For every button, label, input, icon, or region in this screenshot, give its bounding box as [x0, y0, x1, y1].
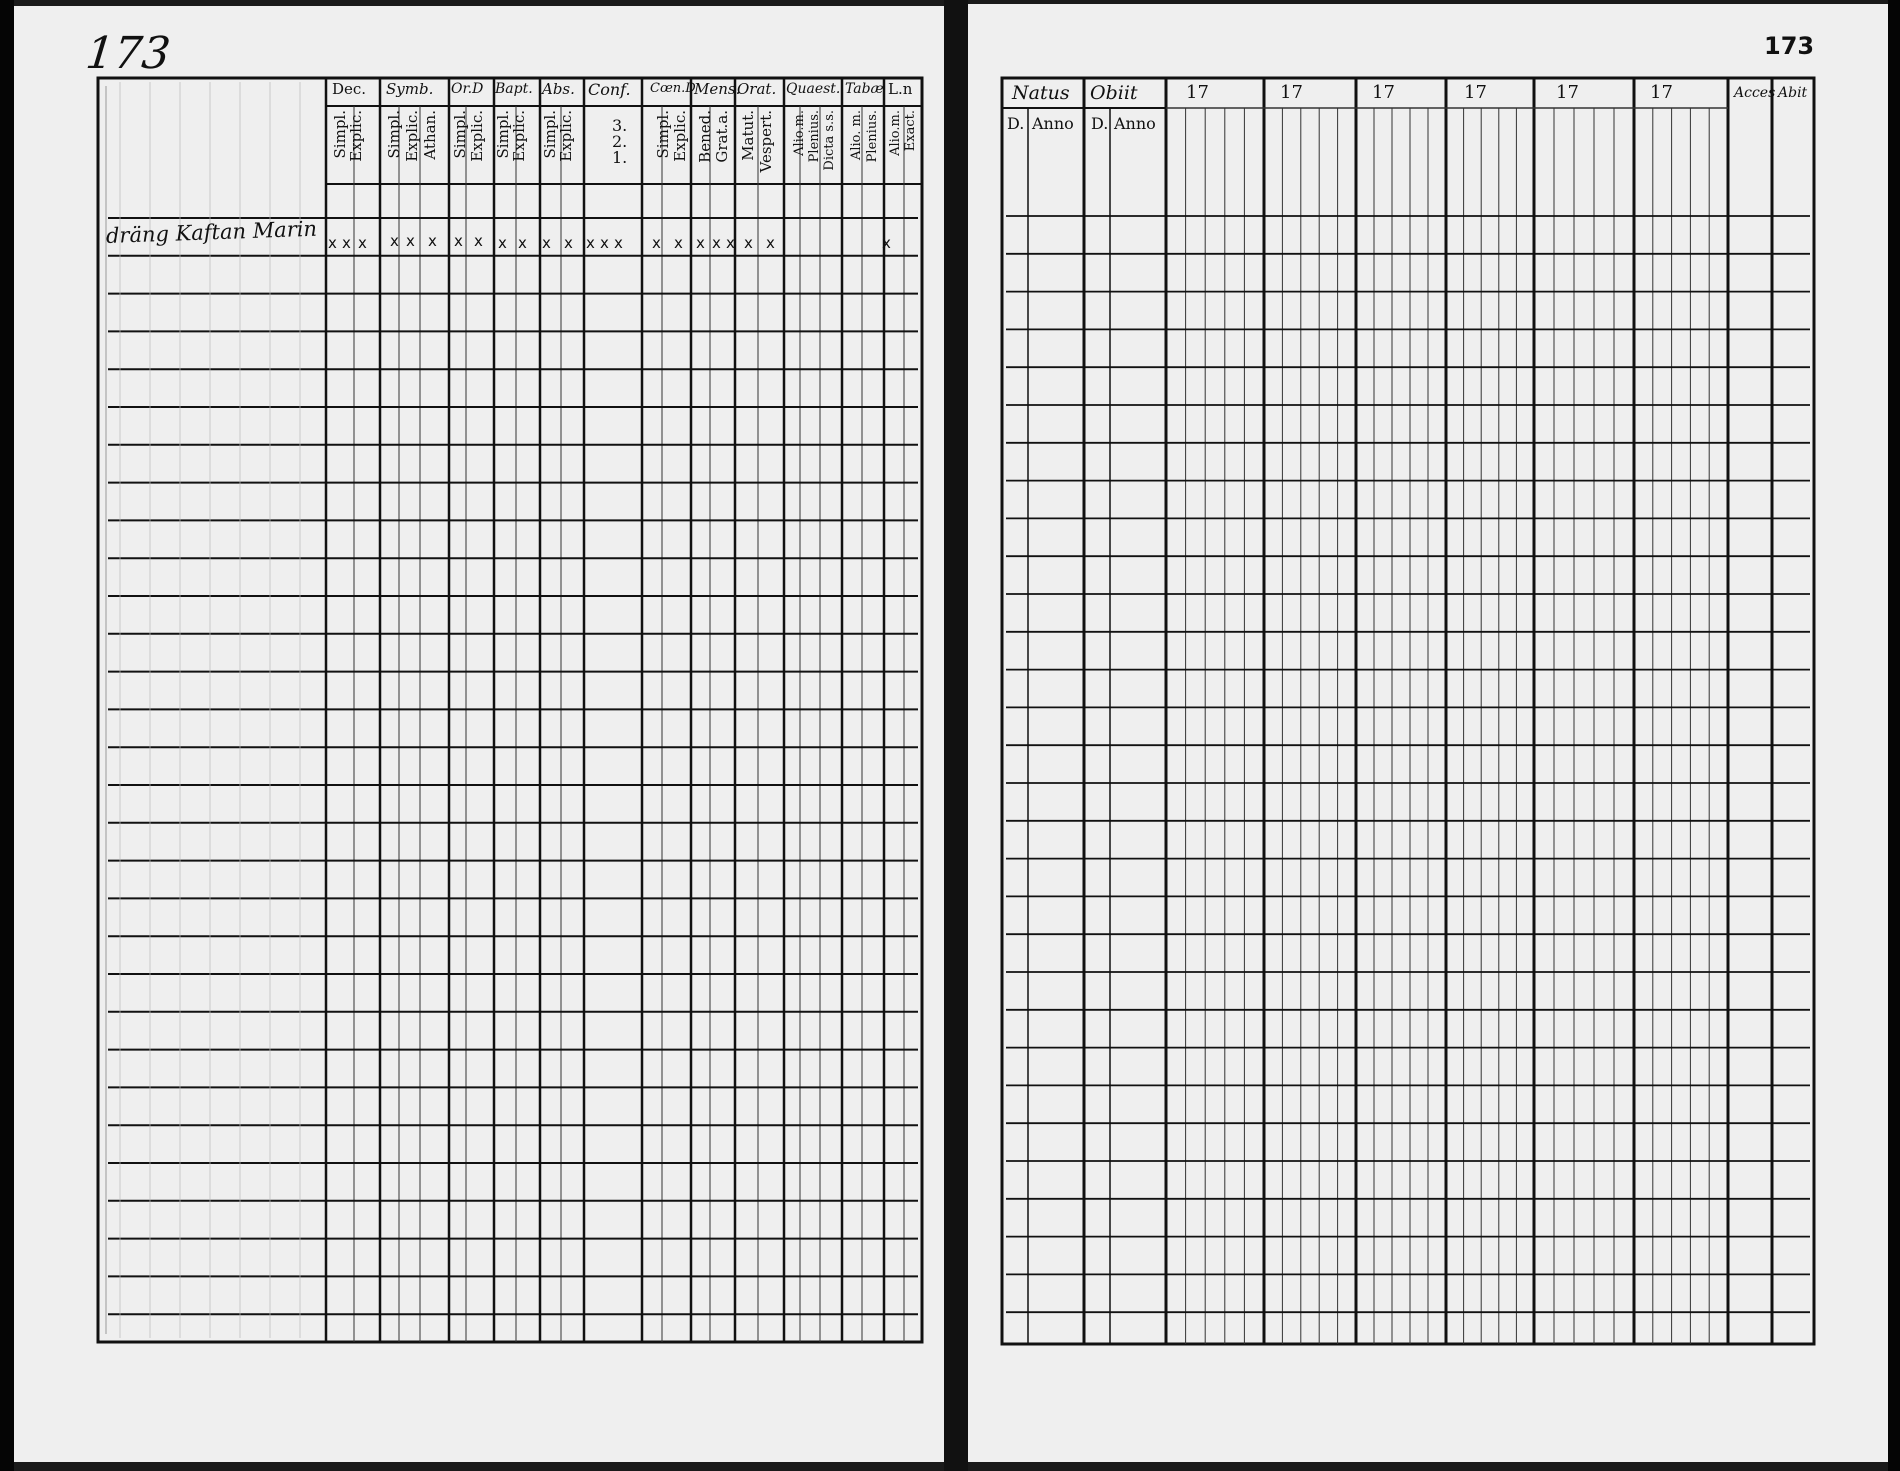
- header-coend: Cœn.D: [650, 81, 696, 96]
- mark-13: x: [600, 234, 609, 252]
- sub-conf-3: 3.: [612, 116, 628, 135]
- mark-22: x: [882, 234, 891, 252]
- mark-1: x: [342, 234, 351, 252]
- handwritten-page-number: 173: [83, 28, 173, 79]
- mark-12: x: [586, 234, 595, 252]
- header-orat: Orat.: [737, 80, 777, 98]
- header-abiit: Abit: [1778, 85, 1808, 101]
- mark-6: x: [454, 232, 463, 250]
- sub-conf-2: 2.: [612, 132, 628, 151]
- sub-bapt-explic: Explic.: [510, 110, 528, 162]
- mark-11: x: [564, 234, 573, 252]
- header-ord: Or.D: [451, 81, 484, 97]
- sub-tabae-plenius: Plenius.: [865, 110, 880, 163]
- sub-bapt-simpl: Simpl.: [494, 110, 512, 159]
- sub-symb-athan: Athan.: [421, 110, 439, 160]
- header-mens: Mens.: [694, 80, 741, 98]
- sub-natus-d: D.: [1007, 114, 1025, 133]
- mark-5: x: [428, 232, 437, 250]
- sub-coend-explic: Explic.: [671, 110, 689, 162]
- mark-18: x: [712, 234, 721, 252]
- mark-20: x: [744, 234, 753, 252]
- sub-obiit-d: D.: [1091, 114, 1109, 133]
- header-ln: L.n: [888, 80, 913, 98]
- mark-2: x: [358, 234, 367, 252]
- year-header-4: 17: [1464, 82, 1487, 103]
- sub-abs-simpl: Simpl.: [541, 110, 559, 159]
- sub-obiit-anno: Anno: [1114, 114, 1156, 133]
- mark-4: x: [406, 232, 415, 250]
- mark-3: x: [390, 232, 399, 250]
- mark-14: x: [614, 234, 623, 252]
- year-header-5: 17: [1556, 82, 1579, 103]
- sub-orat-matut: Matut.: [739, 110, 757, 161]
- sub-natus-anno: Anno: [1032, 114, 1074, 133]
- sub-quaest-dicta: Dicta s.s.: [822, 110, 837, 171]
- sub-dec-explic: Explic.: [347, 110, 365, 162]
- header-tabae: Tabæ: [845, 81, 884, 97]
- mark-7: x: [474, 232, 483, 250]
- mark-16: x: [674, 234, 683, 252]
- year-header-1: 17: [1186, 82, 1209, 103]
- right-table-frame: [1002, 78, 1814, 1344]
- sub-ln-exact: Exact.: [903, 110, 918, 152]
- header-abs: Abs.: [542, 80, 575, 98]
- header-conf: Conf.: [588, 80, 631, 99]
- mark-15: x: [652, 234, 661, 252]
- year-header-3: 17: [1372, 82, 1395, 103]
- handwritten-entry-name: dräng Kaftan Marin: [105, 216, 318, 248]
- sub-mens-bened: Bened.: [696, 110, 714, 163]
- sub-symb-simpl: Simpl.: [385, 110, 403, 159]
- mark-21: x: [766, 234, 775, 252]
- header-symb: Symb.: [386, 80, 434, 98]
- header-obiit: Obiit: [1090, 82, 1138, 104]
- mark-17: x: [696, 234, 705, 252]
- year-header-6: 17: [1650, 82, 1673, 103]
- sub-ln-alio: Alio.m.: [888, 110, 903, 156]
- sub-abs-explic: Explic.: [557, 110, 575, 162]
- sub-conf-1: 1.: [612, 148, 628, 167]
- mark-8: x: [498, 234, 507, 252]
- mark-9: x: [518, 234, 527, 252]
- sub-quaest-alio: Alio.m.: [792, 110, 807, 156]
- header-accessit: Acces: [1734, 85, 1776, 101]
- header-bapt: Bapt.: [495, 81, 533, 97]
- sub-mens-grat: Grat.a.: [713, 110, 731, 163]
- sub-ord-simpl: Simpl.: [451, 110, 469, 159]
- mark-19: x: [726, 234, 735, 252]
- mark-23: x: [328, 234, 337, 252]
- sub-ord-explic: Explic.: [468, 110, 486, 162]
- printed-page-number: 173: [1764, 32, 1815, 60]
- mark-10: x: [542, 234, 551, 252]
- year-header-2: 17: [1280, 82, 1303, 103]
- header-quaest: Quaest.: [786, 81, 841, 97]
- sub-symb-explic: Explic.: [403, 110, 421, 162]
- header-natus: Natus: [1012, 82, 1070, 104]
- sub-coend-simpl: Simpl.: [654, 110, 672, 159]
- sub-tabae-alio: Alio. m.: [849, 110, 864, 161]
- sub-quaest-plenius: Plenius.: [807, 110, 822, 163]
- header-dec: Dec.: [332, 80, 367, 98]
- sub-orat-vespert: Vespert.: [757, 110, 775, 173]
- sub-dec-simpl: Simpl.: [331, 110, 349, 159]
